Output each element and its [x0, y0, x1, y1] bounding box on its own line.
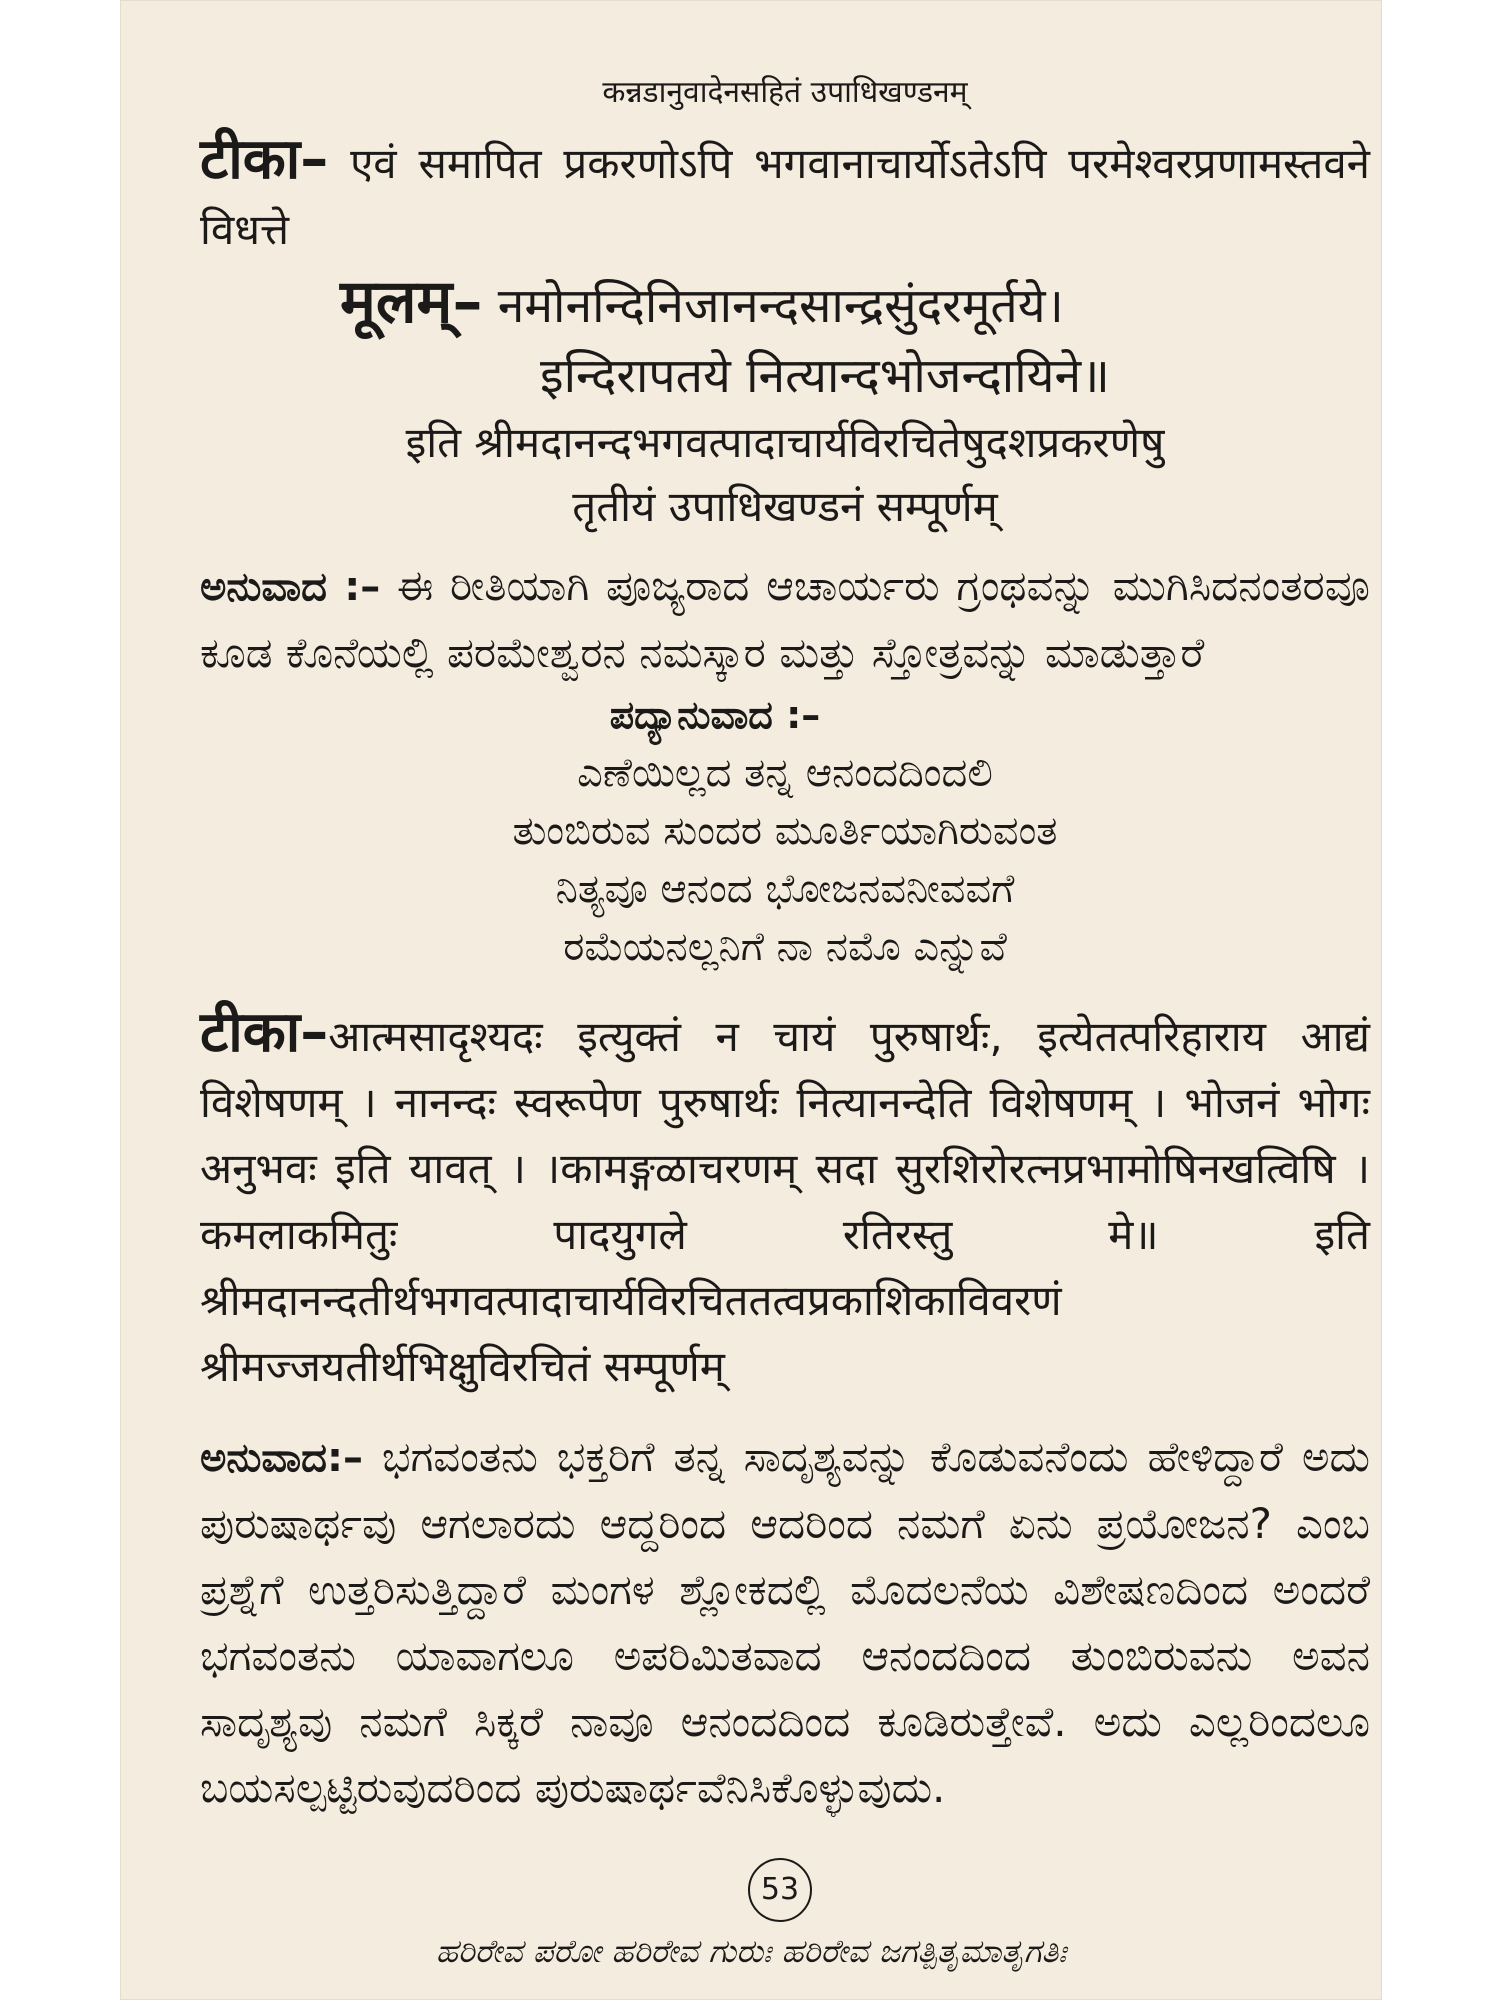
teeka-text-1: एवं समापित प्रकरणोऽपि भगवानाचार्योऽतेऽपि परमेश्वरप्रणामस्तवने विधत्ते: [200, 139, 1370, 254]
moolam-label: मूलम्–: [340, 267, 483, 337]
colophon-line-1: इति श्रीमदानन्दभगवत्पादाचार्यविरचितेषुदशप्रकरणेषु: [405, 418, 1165, 467]
padyanuvada-line-1: ಎಣೆಯಿಲ್ಲದ ತನ್ನ ಆನಂದದಿಂದಲಿ: [577, 750, 993, 796]
padyanuvada-line-3: ನಿತ್ಯವೂ ಆನಂದ ಭೋಜನವನೀವವಗೆ: [555, 866, 1015, 912]
teeka-label-1: टीका–: [200, 127, 329, 192]
book-page: [120, 0, 1382, 2000]
anuvada-label-1: ಅನುವಾದ :–: [200, 564, 381, 610]
colophon-line-2: तृतीयं उपाधिखण्डनं सम्पूर्णम्: [572, 482, 998, 531]
padyanuvada-line-2: ತುಂಬಿರುವ ಸುಂದರ ಮೂರ್ತಿಯಾಗಿರುವಂತ: [512, 808, 1058, 854]
page-number: 53: [748, 1858, 812, 1922]
running-header: कन्नडानुवादेनसहितं उपाधिखण्डनम्: [602, 75, 968, 110]
page-footer: ಹರಿರೇವ ಪರೋ ಹರಿರೇವ ಗುರುಃ ಹರಿರೇವ ಜಗತ್ಪಿತೃಮಾತೃಗತಿಃ: [435, 1932, 1067, 1970]
anuvada-paragraph-2: [200, 1424, 1370, 1821]
moolam-line-1: [200, 267, 1370, 341]
anuvada-paragraph-1: [200, 553, 1370, 686]
anuvada-text-1: ಈ ರೀತಿಯಾಗಿ ಪೂಜ್ಯರಾದ ಆಚಾರ್ಯರು ಗ್ರಂಥವನ್ನು ಮುಗಿಸಿದನಂತರವೂ ಕೂಡ ಕೊನೆಯಲ್ಲಿ ಪರಮೇಶ್ವರನ ನಮಸ್ಕಾರ ಮತ್ತು ಸ್ತೋತ್ರವನ್ನು ಮಾಡುತ್ತಾರೆ: [200, 561, 1370, 677]
page-content: [200, 70, 1370, 1821]
teeka-text-2: आत्मसादृश्यदः इत्युक्तं न चायं पुरुषार्थः, इत्येतत्परिहाराय आद्यं विशेषणम् । नानन्दः स्वरूपेण पुरुषार्थः नित्यानन्देति विशेषणम् । भोजनं भोगः अनुभवः इति यावत् । ।कामङ्गळाचरणम् सदा सुरशिरोरत्नप्रभामोषिनखत्विषि । कमलाकमितुः पादयुगले रतिरस्तु मे॥ इति श्रीमदानन्दतीर्थभगवत्पादाचार्यविरचिततत्वप्रकाशिकाविवरणं श्रीमज्जयतीर्थभिक्षुविरचितं सम्पूर्णम्: [200, 1012, 1370, 1391]
anuvada-text-2: ಭಗವಂತನು ಭಕ್ತರಿಗೆ ತನ್ನ ಸಾದೃಶ್ಯವನ್ನು ಕೊಡುವನೆಂದು ಹೇಳಿದ್ದಾರೆ ಅದು ಪುರುಷಾರ್ಥವು ಆಗಲಾರದು ಆದ್ದರಿಂದ ಆದರಿಂದ ನಮಗೆ ಏನು ಪ್ರಯೋಜನ? ಎಂಬ ಪ್ರಶ್ನೆಗೆ ಉತ್ತರಿಸುತ್ತಿದ್ದಾರೆ ಮಂಗಳ ಶ್ಲೋಕದಲ್ಲಿ ಮೊದಲನೆಯ ವಿಶೇಷಣದಿಂದ ಅಂದರೆ ಭಗವಂತನು ಯಾವಾಗಲೂ ಅಪರಿಮಿತವಾದ ಆನಂದದಿಂದ ತುಂಬಿರುವನು ಅವನ ಸಾದೃಶ್ಯವು ನಮಗೆ ಸಿಕ್ಕರೆ ನಾವೂ ಆನಂದದಿಂದ ಕೂಡಿರುತ್ತೇವೆ. ಅದು ಎಲ್ಲರಿಂದಲೂ ಬಯಸಲ್ಪಟ್ಟಿರುವುದರಿಂದ ಪುರುಷಾರ್ಥವೆನಿಸಿಕೊಳ್ಳುವುದು.: [200, 1432, 1370, 1812]
padyanuvada-label: ಪದ್ಯಾನುವಾದ :–: [609, 693, 821, 737]
teeka-paragraph-1: [200, 127, 1370, 263]
anuvada-label-2: ಅನುವಾದ:–: [200, 1435, 363, 1481]
teeka-label-2: टीका–: [200, 1000, 329, 1065]
padyanuvada-line-4: ರಮೆಯನಲ್ಲನಿಗೆ ನಾ ನಮೊ ಎನ್ನುವೆ: [563, 924, 1007, 970]
moolam-verse-2: इन्दिरापतये नित्यान्दभोजन्दायिने॥: [540, 348, 1110, 404]
teeka-paragraph-2: [200, 1000, 1370, 1400]
moolam-verse-1: नमोनन्दिनिजानन्दसान्द्रसुंदरमूर्तये।: [482, 278, 1064, 334]
